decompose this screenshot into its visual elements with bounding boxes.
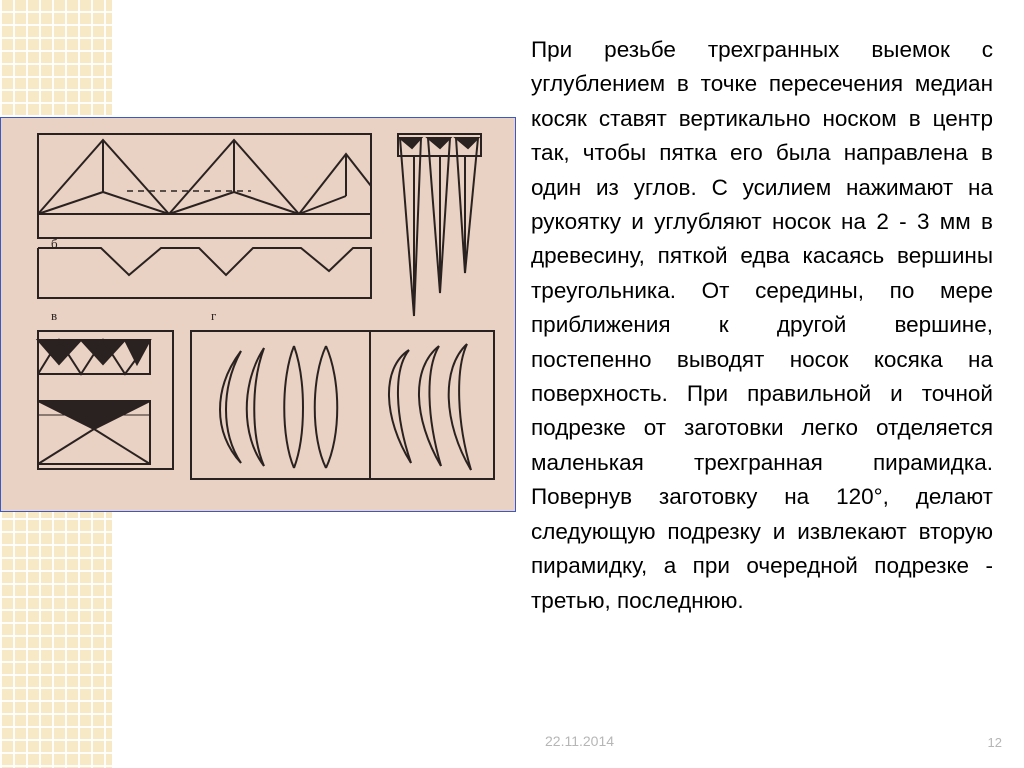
- diagram-wedges-panel: [398, 134, 481, 316]
- slide-body-text: При резьбе трехгранных выемок с углублением в точке пересечения медиан косяк ставят вертикально носком в центр так, чтобы пятка его была направлена в один из углов. С усилием нажимают на рукоятку и углубляют носок на 2 - 3 мм в древесину, пяткой едва касаясь вершины треугольника. От середины, по мере приближения к другой вершине, постепенно выводят носок косяка на поверхность. При правильной и точной подрезке от заготовки легко отделяется маленькая трехгранная пирамидка. Повернув заготовку на 120°, делают следующую подрезку и извлекают вторую пирамидку, а при очередной подрезке - третью, последнюю.: [531, 37, 993, 613]
- slide-number: 12: [987, 735, 1002, 750]
- carving-diagrams: [1, 118, 517, 513]
- diagram-squares-panel: [38, 331, 173, 469]
- diagram-triangles-panel: [38, 134, 371, 238]
- diagram-zigzag-panel: [38, 248, 371, 298]
- figure-label-g: г: [211, 308, 217, 323]
- footer-date: 22.11.2014: [545, 733, 615, 749]
- figure-label-v: в: [51, 308, 58, 323]
- illustration-figure: [0, 117, 516, 512]
- diagram-crescents-panel: [191, 331, 494, 479]
- figure-label-b: б: [51, 236, 58, 251]
